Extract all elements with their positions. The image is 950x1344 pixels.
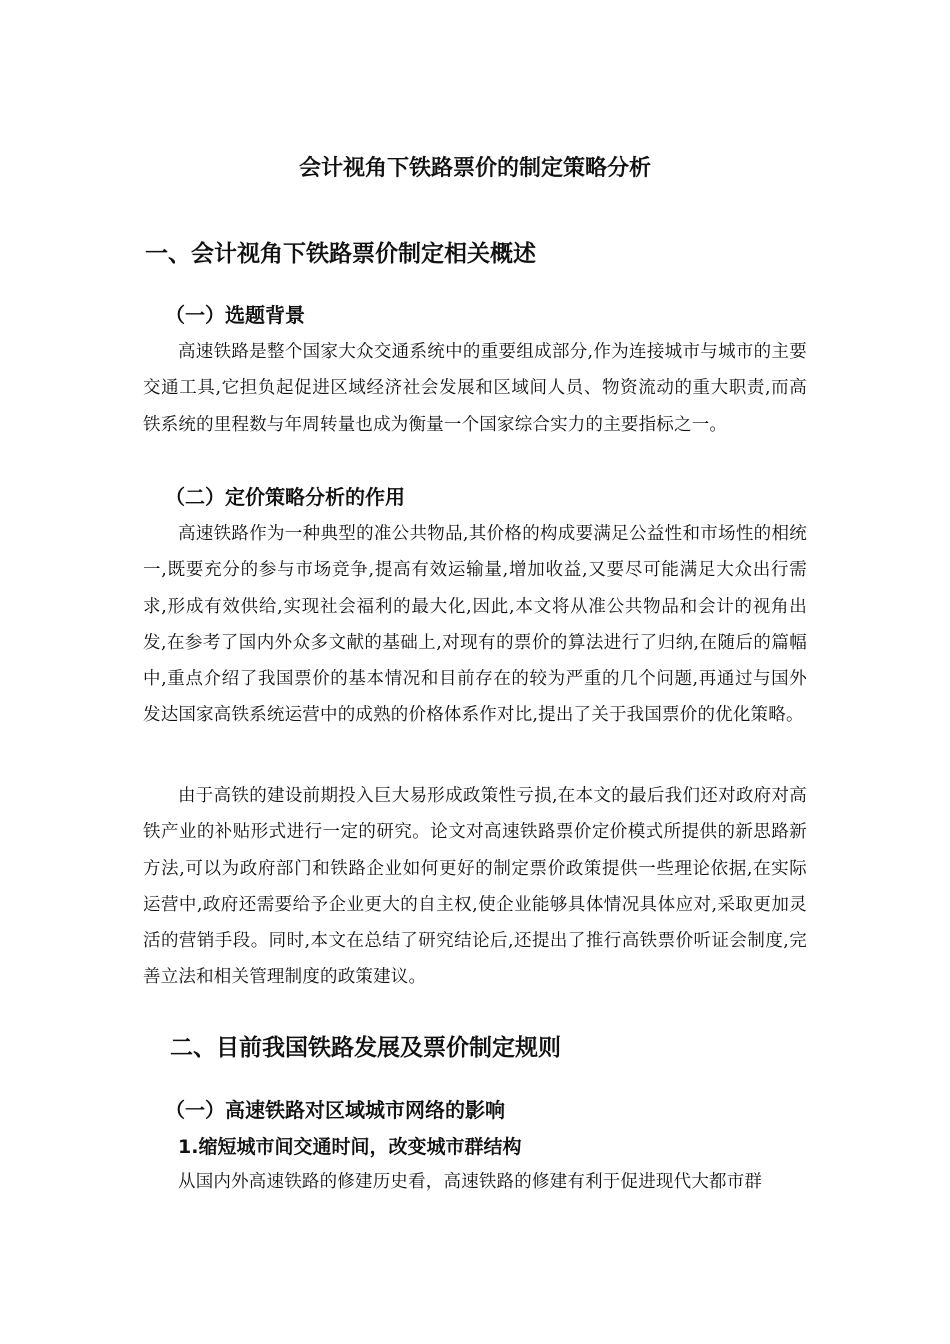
section-2-heading: 二、目前我国铁路发展及票价制定规则 [170,1035,561,1061]
section-1-2-heading: （二）定价策略分析的作用 [165,485,405,509]
document-title: 会计视角下铁路票价的制定策略分析 [298,156,651,181]
section-2-1-1-heading: 1.缩短城市间交通时间，改变城市群结构 [178,1136,522,1158]
paragraph-pricing-role: 高速铁路作为一种典型的准公共物品,其价格的构成要满足公益性和市场性的相统一,既要充分的参与市场竞争,提高有效运输量,增加收益,又要尽可能满足大众出行需求,形成有效供给,实现社会福利的最大化,因此,本文将从准公共物品和会计的视角出发,在参考了国内外众多文献的基础上,对现有的票价的算法进行了归纳,在随后的篇幅中,重点介绍了我国票价的基本情况和目前存在的较为严重的几个问题,再通过与国外发达国家高铁系统运营中的成熟的价格体系作对比,提出了关于我国票价的优化策略。 [143,524,807,726]
paragraph-background: 高速铁路是整个国家大众交通系统中的重要组成部分,作为连接城市与城市的主要交通工具,它担负起促进区域经济社会发展和区域间人员、物资流动的重大职责,而高铁系统的里程数与年周转量也成为衡量一个国家综合实力的主要指标之一。 [143,342,807,435]
section-2-1-heading: （一）高速铁路对区域城市网络的影响 [165,1098,505,1122]
paragraph-travel-time: 从国内外高速铁路的修建历史看，高速铁路的修建有利于促进现代大都市群 [178,1172,763,1192]
paragraph-subsidy: 由于高铁的建设前期投入巨大易形成政策性亏损,在本文的最后我们还对政府对高铁产业的补贴形式进行一定的研究。论文对高速铁路票价定价模式所提供的新思路新方法,可以为政府部门和铁路企业如何更好的制定票价政策提供一些理论依据,在实际运营中,政府还需要给予企业更大的自主权,使企业能够具体情况具体应对,采取更加灵活的营销手段。同时,本文在总结了研究结论后,还提出了推行高铁票价听证会制度,完善立法和相关管理制度的政策建议。 [143,786,807,988]
section-1-1-heading: （一）选题背景 [165,303,305,327]
section-1-heading: 一、会计视角下铁路票价制定相关概述 [145,241,536,267]
